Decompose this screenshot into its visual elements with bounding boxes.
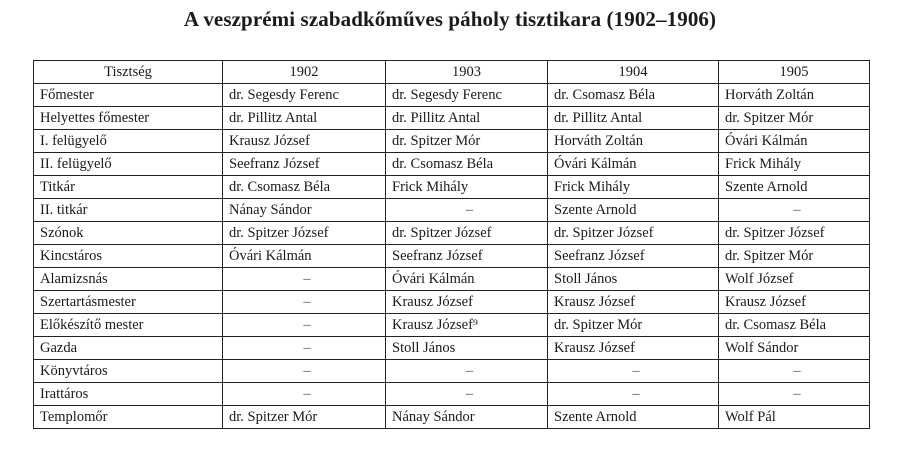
officer-cell-1903: dr. Pillitz Antal	[386, 107, 548, 130]
position-cell: Előkészítő mester	[34, 314, 223, 337]
officer-cell-1904: dr. Pillitz Antal	[548, 107, 719, 130]
officer-cell-1902: dr. Spitzer Mór	[223, 406, 386, 429]
officer-cell-1904: Krausz József	[548, 291, 719, 314]
position-cell: Könyvtáros	[34, 360, 223, 383]
column-header-position: Tisztség	[34, 61, 223, 84]
officer-cell-1905: Horváth Zoltán	[719, 84, 870, 107]
officer-cell-1904: Szente Arnold	[548, 406, 719, 429]
officer-cell-1904: Szente Arnold	[548, 199, 719, 222]
column-header-1905: 1905	[719, 61, 870, 84]
officer-cell-1905: –	[719, 199, 870, 222]
position-cell: Helyettes főmester	[34, 107, 223, 130]
officer-cell-1904: –	[548, 383, 719, 406]
officer-cell-1902: –	[223, 314, 386, 337]
position-cell: II. titkár	[34, 199, 223, 222]
position-cell: Kincstáros	[34, 245, 223, 268]
officer-cell-1905: Krausz József	[719, 291, 870, 314]
officer-cell-1902: dr. Pillitz Antal	[223, 107, 386, 130]
officer-cell-1903: Stoll János	[386, 337, 548, 360]
position-cell: Irattáros	[34, 383, 223, 406]
table-header	[34, 61, 870, 84]
officer-cell-1902: dr. Spitzer József	[223, 222, 386, 245]
officer-cell-1902: Seefranz József	[223, 153, 386, 176]
officer-cell-1903: Nánay Sándor	[386, 406, 548, 429]
officer-cell-1904: Seefranz József	[548, 245, 719, 268]
column-header-1904: 1904	[548, 61, 719, 84]
table-row	[34, 337, 870, 360]
officer-cell-1902: Krausz József	[223, 130, 386, 153]
officer-cell-1904: Óvári Kálmán	[548, 153, 719, 176]
officer-cell-1903: Frick Mihály	[386, 176, 548, 199]
column-header-1903: 1903	[386, 61, 548, 84]
table-row	[34, 130, 870, 153]
table-row	[34, 84, 870, 107]
officer-cell-1905: –	[719, 360, 870, 383]
document-title: A veszprémi szabadkőműves páholy tisztikara (1902–1906)	[183, 7, 717, 31]
officer-cell-1902: Óvári Kálmán	[223, 245, 386, 268]
officers-table	[33, 60, 870, 429]
officer-cell-1903: Seefranz József	[386, 245, 548, 268]
position-cell: Főmester	[34, 84, 223, 107]
officer-cell-1902: –	[223, 337, 386, 360]
officer-cell-1905: dr. Spitzer József	[719, 222, 870, 245]
officer-cell-1905: Wolf Pál	[719, 406, 870, 429]
position-cell: Szertartásmester	[34, 291, 223, 314]
column-header-1902: 1902	[223, 61, 386, 84]
officer-cell-1902: dr. Segesdy Ferenc	[223, 84, 386, 107]
position-cell: II. felügyelő	[34, 153, 223, 176]
officer-cell-1905: dr. Spitzer Mór	[719, 107, 870, 130]
table-row	[34, 153, 870, 176]
officer-cell-1905: dr. Csomasz Béla	[719, 314, 870, 337]
table-row	[34, 291, 870, 314]
officer-cell-1902: Nánay Sándor	[223, 199, 386, 222]
table-row	[34, 245, 870, 268]
officer-cell-1903: –	[386, 383, 548, 406]
officer-cell-1905: –	[719, 383, 870, 406]
table-row	[34, 406, 870, 429]
officer-cell-1902: –	[223, 383, 386, 406]
table-row	[34, 107, 870, 130]
officer-cell-1904: Frick Mihály	[548, 176, 719, 199]
position-cell: Gazda	[34, 337, 223, 360]
officer-cell-1904: Horváth Zoltán	[548, 130, 719, 153]
table-row	[34, 268, 870, 291]
officer-cell-1904: dr. Csomasz Béla	[548, 84, 719, 107]
position-cell: Szónok	[34, 222, 223, 245]
position-cell: Templomőr	[34, 406, 223, 429]
officer-cell-1905: Wolf Sándor	[719, 337, 870, 360]
position-cell: Titkár	[34, 176, 223, 199]
position-cell: Alamizsnás	[34, 268, 223, 291]
officer-cell-1905: Szente Arnold	[719, 176, 870, 199]
header-row	[34, 61, 870, 84]
table-row	[34, 176, 870, 199]
table-row	[34, 222, 870, 245]
officer-cell-1904: dr. Spitzer József	[548, 222, 719, 245]
officer-cell-1902: dr. Csomasz Béla	[223, 176, 386, 199]
officer-cell-1903: Krausz József⁹	[386, 314, 548, 337]
officer-cell-1903: dr. Spitzer József	[386, 222, 548, 245]
officer-cell-1903: Krausz József	[386, 291, 548, 314]
officer-cell-1904: Stoll János	[548, 268, 719, 291]
table-row	[34, 199, 870, 222]
officer-cell-1903: dr. Csomasz Béla	[386, 153, 548, 176]
officer-cell-1902: –	[223, 360, 386, 383]
table-row	[34, 314, 870, 337]
officer-cell-1904: Krausz József	[548, 337, 719, 360]
officer-cell-1904: –	[548, 360, 719, 383]
officer-cell-1904: dr. Spitzer Mór	[548, 314, 719, 337]
officer-cell-1905: Wolf József	[719, 268, 870, 291]
officer-cell-1902: –	[223, 291, 386, 314]
officer-cell-1905: Frick Mihály	[719, 153, 870, 176]
table-row	[34, 383, 870, 406]
officer-cell-1905: dr. Spitzer Mór	[719, 245, 870, 268]
officer-cell-1903: –	[386, 360, 548, 383]
officer-cell-1903: –	[386, 199, 548, 222]
officer-cell-1905: Óvári Kálmán	[719, 130, 870, 153]
position-cell: I. felügyelő	[34, 130, 223, 153]
officer-cell-1902: –	[223, 268, 386, 291]
officer-cell-1903: dr. Spitzer Mór	[386, 130, 548, 153]
officer-cell-1903: Óvári Kálmán	[386, 268, 548, 291]
table-body	[34, 84, 870, 429]
table-row	[34, 360, 870, 383]
officer-cell-1903: dr. Segesdy Ferenc	[386, 84, 548, 107]
